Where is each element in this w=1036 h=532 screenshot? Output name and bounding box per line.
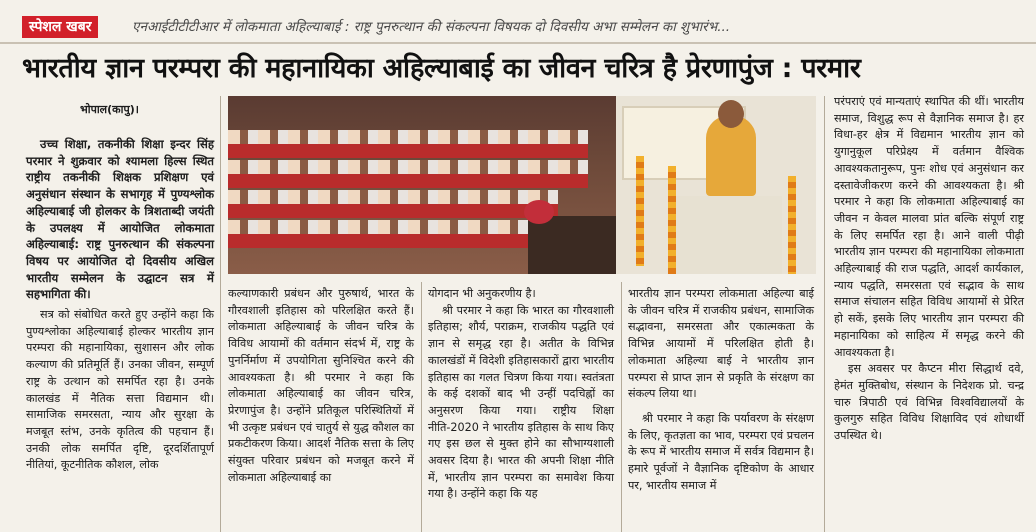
column-2-text: कल्याणकारी प्रबंधन और पुरुषार्थ, भारत के गौरवशाली इतिहास को परिलक्षित करते हैं। लोकमाता अहिल्याबाई के जीवन चरित्र के विविध आयामों की वर्तमान संदर्भ में, राष्ट्र के पुनर्निर्माण में उपयोगिता सुनिश्चित करने की आवश्यकता है। श्री परमार ने कहा कि लोकमाता अहिल्याबाई का जीवन चरित्र, प्रेरणापुंज है। उन्होंने प्रतिकूल परिस्थितियों में भी उत्कृष्ट प्रबंधन एवं चातुर्य से युद्ध कौशल का प्रकटीकरण किया। आदर्श नैतिक सत्ता के लिए संयुक्त परिवार प्रबंधन को मजबूत करने में लोकमाता अहिल्याबाई का [228, 287, 414, 484]
top-strip [0, 0, 1036, 44]
top-rule [0, 42, 1036, 44]
kicker-line: एनआईटीटीटीआर में लोकमाता अहिल्याबाई : राष्ट्र पुनरुत्थान की संकल्पना विषयक दो दिवसीय अभा सम्मेलन का शुभारंभ... [132, 19, 731, 35]
column-divider [220, 96, 221, 532]
column-5-text: इस अवसर पर कैप्टन मीरा सिद्धार्थ दवे, हेमंत मुक्तिबोध, संस्थान के निदेशक प्रो. चन्द्र चारु त्रिपाठी एवं विभिन्न विश्वविद्यालयों के कुलगुरु सहित विविध शिक्षाविद एवं शोधार्थी उपस्थित थे। [834, 362, 1024, 443]
column-5-first: परंपराएं एवं मान्यताएं स्थापित की थीं। भारतीय समाज, विशुद्ध रूप से वैज्ञानिक समाज है। हर विधा-हर क्षेत्र में विद्यमान भारतीय ज्ञान को युगानुकूल परिप्रेक्ष्य में वर्तमान वैश्विक आवश्यकतानुरूप, पुनः शोध एवं अनुसंधान कर दस्तावेजीकरण करने की आवश्यकता है। श्री परमार ने कहा कि लोकमाता अहिल्याबाई का जीवन न केवल मालवा प्रांत बल्कि संपूर्ण राष्ट्र के लिए समर्पित रहा है। आने वाली पीढ़ी भारतीय ज्ञान परम्परा की महानायिका लोकमाता अहिल्याबाई की राज पद्धति, आदर्श कार्यकाल, न्याय पद्धति, समरसता एवं सद्भाव के साथ समाज संचालन सहित विविध आयामों से प्रेरित हो सकें, इसके लिए भारतीय ज्ञान परम्परा की महानायिका को साहित्य में समृद्ध करने की आवश्यकता है। [834, 95, 1024, 359]
column-divider [621, 282, 622, 532]
column-1 [26, 136, 214, 474]
column-3-first: योगदान भी अनुकरणीय है। [428, 287, 536, 300]
lead-paragraph: उच्च शिक्षा, तकनीकी शिक्षा इन्दर सिंह परमार ने शुक्रवार को श्यामला हिल्स स्थित राष्ट्रीय तकनीकी शिक्षक प्रशिक्षण एवं अनुसंधान संस्थान के सभागृह में पुण्यश्लोक अहिल्याबाई जी होलकर के त्रिशताब्दी जयंती के उपलक्ष्य में आयोजित लोकमाता अहिल्याबाई: राष्ट्र पुनरुत्थान की संकल्पना विषय पर आयोजित दो दिवसीय अखिल भारतीय सम्मेलन के उद्घाटन सत्र में सहभागिता की। [26, 137, 214, 302]
column-4-text: श्री परमार ने कहा कि पर्यावरण के संरक्षण के लिए, कृतज्ञता का भाव, परम्परा एवं प्रचलन के रूप में भारतीय समाज में सर्वत्र विद्यमान है। हमारे पूर्वजों ने वैज्ञानिक दृष्टिकोण के आधार पर, भारतीय समाज में [628, 411, 814, 492]
column-4 [628, 286, 814, 494]
special-news-tag: स्पेशल खबर [22, 16, 98, 38]
body-paragraph: सत्र को संबोधित करते हुए उन्होंने कहा कि पुण्यश्लोका अहिल्याबाई होल्कर भारतीय ज्ञान परम्परा की महानायिका, सुशासन और लोक कल्याण की प्रतिमूर्ति हैं। उनका जीवन, सम्पूर्ण राष्ट्र के उत्थान को समर्पित रहा है। उनके कालखंड में नैतिक सत्ता विद्यमान थी। सामाजिक समरसता, न्याय और सुरक्षा के मजबूत स्तंभ, उनके कृतित्व की पहचान हैं। उनकी लोक समर्पित दृष्टि, दूरदर्शितापूर्ण नीतियां, कूटनीतिक कौशल, लोक [26, 308, 214, 472]
column-3 [428, 286, 614, 503]
column-divider [421, 282, 422, 532]
column-4-first: भारतीय ज्ञान परम्परा लोकमाता अहिल्या बाई के जीवन चरित्र में राजकीय प्रबंधन, सामाजिक सद्भावना, समरसता और एकात्मकता के विभिन्न आयामों में परिलक्षित होती है। लोकमाता अहिल्या बाई ने भारतीय ज्ञान परम्परा से प्राप्त ज्ञान से प्रकृति के संरक्षण का संकल्प लिया था। [628, 287, 814, 401]
column-2 [228, 286, 414, 486]
column-divider [824, 96, 825, 532]
headline: भारतीय ज्ञान परम्परा की महानायिका अहिल्याबाई का जीवन चरित्र है प्रेरणापुंज : परमार [22, 53, 861, 84]
column-5 [834, 94, 1024, 445]
dateline: भोपाल(कापु)। [80, 103, 139, 116]
column-3-text: श्री परमार ने कहा कि भारत का गौरवशाली इतिहास; शौर्य, पराक्रम, राजकीय पद्धति एवं ज्ञान से समृद्ध रहा है। अतीत के विभिन्न कालखंडों में विदेशी इतिहासकारों द्वारा भारतीय इतिहास का गलत चित्रण किया गया। स्वतंत्रता के कई दशकों बाद भी उन्हीं पदचिह्नों का अनुसरण किया गया। राष्ट्रीय शिक्षा नीति-2020 ने भारतीय इतिहास के साथ किए गए इस छल से मुक्त होने का सौभाग्यशाली अवसर दिया है। भारत की अपनी शिक्षा नीति में, भारतीय ज्ञान परम्परा का समावेश किया गया है। उन्होंने कहा कि यह [428, 303, 614, 501]
event-photo [228, 96, 816, 274]
